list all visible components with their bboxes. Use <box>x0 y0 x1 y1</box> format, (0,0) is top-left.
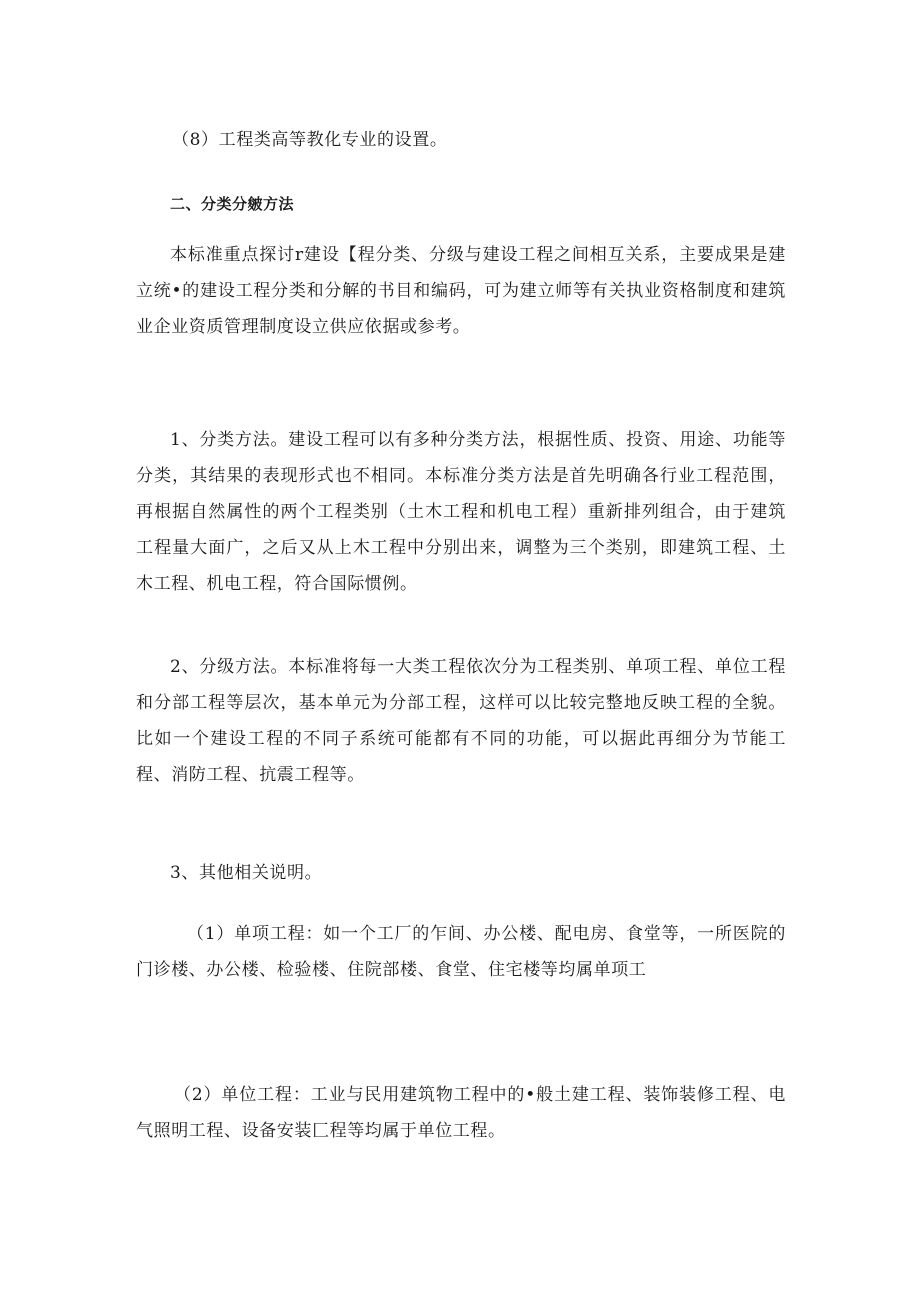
paragraph-unit-project: （2）单位工程：工业与民用建筑物工程中的•般土建工程、装饰装修工程、电气照明工程、设备安装匚程等均属于单位工程。 <box>136 1085 786 1141</box>
paragraph-other-notes: 3、其他相关说明。 <box>170 863 323 883</box>
section-heading: 二、分类分皴方法 <box>170 195 295 213</box>
paragraph-item-8: （8）工程类高等教化专业的设置。 <box>172 130 448 150</box>
paragraph-grading-method: 2、分级方法。本标准将每一大类工程依次分为工程类别、单项工程、单位工程和分部工程等层次，基本单元为分部工程，这样可以比较完整地反映工程的全貌。比如一个建设工程的不同子系统可能都有不同的功能，可以据此再细分为节能工程、消防工程、抗震工程等。 <box>136 657 786 785</box>
paragraph-classification-method: 1、分类方法。建设工程可以有多种分类方法，根据性质、投资、用途、功能等分类，其结果的表现形式也不相同。本标准分类方法是首先明确各行业工程范围，再根据自然属性的两个工程类别（土木工程和机电工程）重新排列组合，由于建筑工程量大面广，之后又从上木工程中分别出来，调整为三个类别，即建筑工程、土木工程、机电工程，符合国际惯例。 <box>136 430 786 594</box>
paragraph-intro: 本标准重点探讨r建设【程分类、分级与建设工程之间相互关系，主要成果是建立统•的建设工程分类和分解的书目和编码，可为建立师等有关执业资格制度和建筑业企业资质管理制度设立供应依据或参考。 <box>136 245 786 337</box>
paragraph-single-project: （1）单项工程：如一个工厂的乍间、办公楼、配电房、食堂等，一所医院的门诊楼、办公楼、检验楼、住院部楼、食堂、住宅楼等均属单项工 <box>136 924 786 980</box>
